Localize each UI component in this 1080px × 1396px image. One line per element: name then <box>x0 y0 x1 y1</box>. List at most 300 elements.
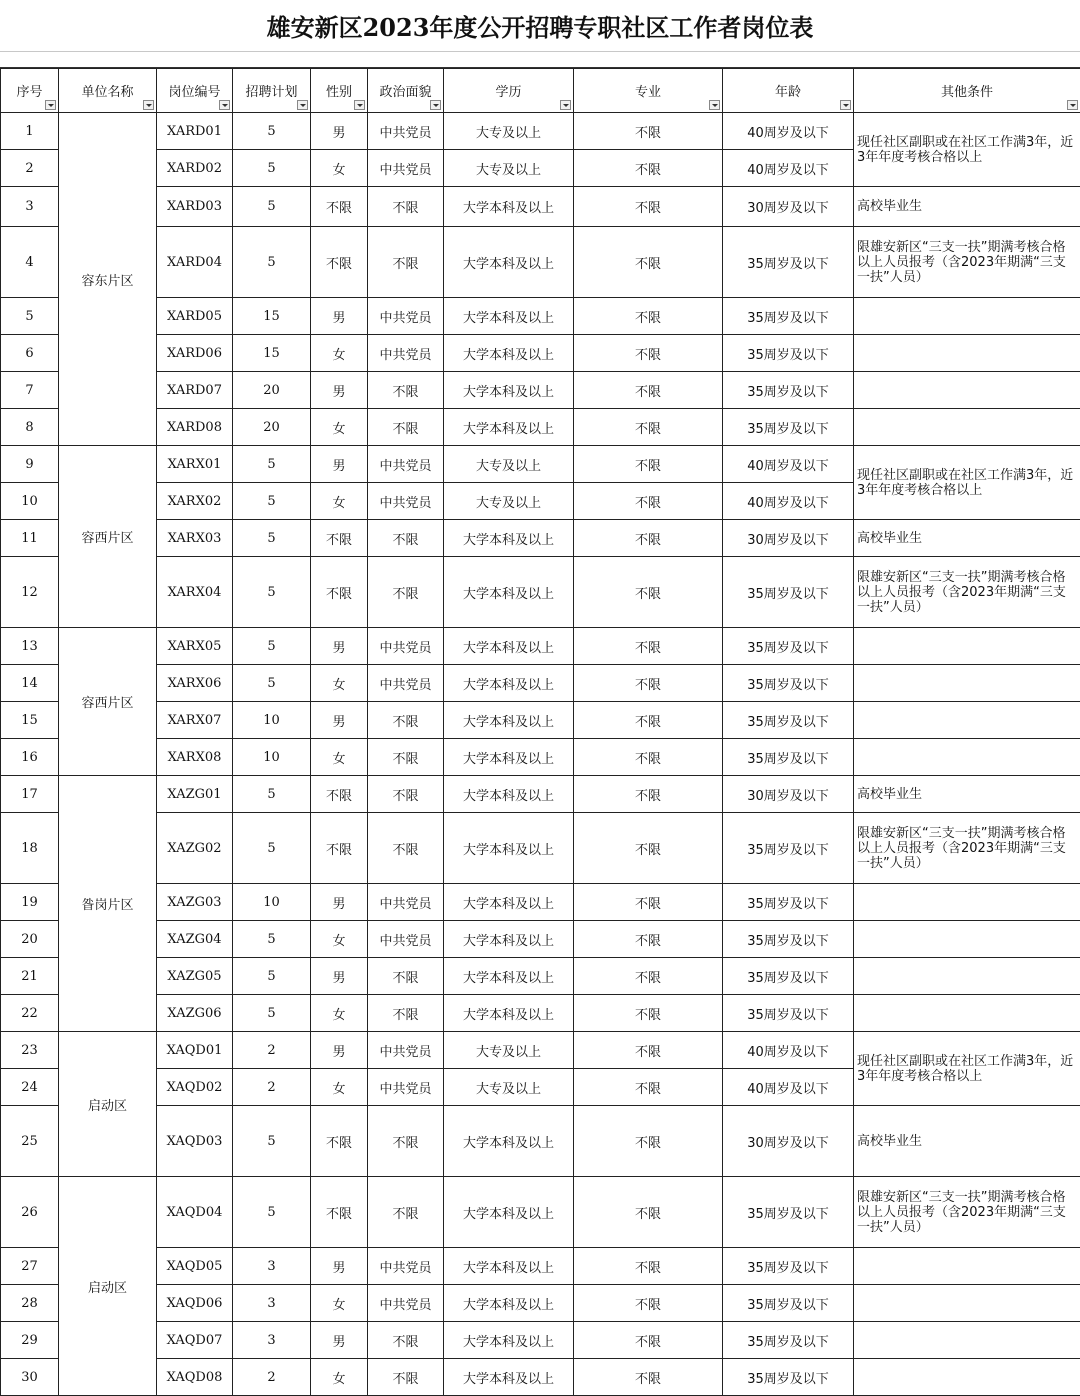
cell-index: 14 <box>1 665 59 702</box>
cell-politics: 不限 <box>368 1322 444 1359</box>
cell-gender: 男 <box>311 1032 368 1069</box>
cell-gender: 男 <box>311 702 368 739</box>
cell-index: 18 <box>1 813 59 884</box>
cell-age: 35周岁及以下 <box>723 409 854 446</box>
cell-position-code: XARX05 <box>157 628 233 665</box>
cell-index: 3 <box>1 187 59 227</box>
cell-other-conditions: 限雄安新区“三支一扶”期满考核合格以上人员报考（含2023年期满“三支一扶”人员） <box>854 227 1080 298</box>
cell-major: 不限 <box>574 958 723 995</box>
cell-gender: 不限 <box>311 227 368 298</box>
cell-gender: 女 <box>311 409 368 446</box>
col-header-code <box>157 69 233 113</box>
col-header-index <box>1 69 59 113</box>
cell-plan: 10 <box>233 702 311 739</box>
cell-index: 20 <box>1 921 59 958</box>
cell-age: 35周岁及以下 <box>723 739 854 776</box>
cell-politics: 中共党员 <box>368 446 444 483</box>
cell-education: 大学本科及以上 <box>444 813 574 884</box>
cell-plan: 5 <box>233 813 311 884</box>
cell-age: 35周岁及以下 <box>723 1285 854 1322</box>
cell-other-conditions: 高校毕业生 <box>854 1106 1080 1177</box>
cell-major: 不限 <box>574 227 723 298</box>
cell-education: 大学本科及以上 <box>444 1177 574 1248</box>
header-label: 招聘计划 <box>245 85 297 100</box>
cell-major: 不限 <box>574 921 723 958</box>
cell-age: 35周岁及以下 <box>723 884 854 921</box>
cell-major: 不限 <box>574 1285 723 1322</box>
cell-politics: 不限 <box>368 1177 444 1248</box>
cell-major: 不限 <box>574 1359 723 1396</box>
cell-other-conditions <box>854 921 1080 958</box>
cell-age: 30周岁及以下 <box>723 1106 854 1177</box>
cell-other-conditions <box>854 298 1080 335</box>
cell-plan: 5 <box>233 150 311 187</box>
col-header-education <box>444 69 574 113</box>
cell-index: 11 <box>1 520 59 557</box>
cell-other-conditions <box>854 1322 1080 1359</box>
cell-major: 不限 <box>574 372 723 409</box>
cell-position-code: XARD02 <box>157 150 233 187</box>
cell-position-code: XAZG02 <box>157 813 233 884</box>
cell-major: 不限 <box>574 813 723 884</box>
cell-other-conditions: 现任社区副职或在社区工作满3年，近3年年度考核合格以上 <box>854 113 1080 187</box>
cell-position-code: XAQD01 <box>157 1032 233 1069</box>
header-label: 单位名称 <box>81 85 133 100</box>
header-label: 学历 <box>495 85 521 100</box>
cell-index: 27 <box>1 1248 59 1285</box>
cell-other-conditions <box>854 702 1080 739</box>
cell-politics: 不限 <box>368 958 444 995</box>
cell-politics: 中共党员 <box>368 150 444 187</box>
cell-politics: 不限 <box>368 520 444 557</box>
cell-position-code: XARD07 <box>157 372 233 409</box>
cell-age: 40周岁及以下 <box>723 446 854 483</box>
cell-plan: 5 <box>233 958 311 995</box>
cell-plan: 5 <box>233 1106 311 1177</box>
cell-gender: 女 <box>311 1285 368 1322</box>
cell-gender: 女 <box>311 1359 368 1396</box>
cell-gender: 不限 <box>311 1177 368 1248</box>
cell-politics: 中共党员 <box>368 665 444 702</box>
table-row <box>1 187 1080 227</box>
header-label: 序号 <box>16 85 42 100</box>
table-row <box>1 958 1080 995</box>
cell-position-code: XARD03 <box>157 187 233 227</box>
cell-education: 大学本科及以上 <box>444 298 574 335</box>
cell-index: 16 <box>1 739 59 776</box>
cell-age: 35周岁及以下 <box>723 958 854 995</box>
cell-other-conditions: 现任社区副职或在社区工作满3年，近3年年度考核合格以上 <box>854 1032 1080 1106</box>
table-row <box>1 520 1080 557</box>
cell-education: 大学本科及以上 <box>444 335 574 372</box>
cell-major: 不限 <box>574 1069 723 1106</box>
cell-education: 大学本科及以上 <box>444 739 574 776</box>
cell-politics: 中共党员 <box>368 483 444 520</box>
cell-position-code: XAZG05 <box>157 958 233 995</box>
cell-major: 不限 <box>574 150 723 187</box>
cell-plan: 15 <box>233 298 311 335</box>
cell-education: 大学本科及以上 <box>444 1359 574 1396</box>
cell-unit: 容东片区 <box>59 113 157 446</box>
cell-plan: 5 <box>233 1177 311 1248</box>
col-header-unit <box>59 69 157 113</box>
filter-dropdown-button[interactable] <box>143 100 154 110</box>
cell-index: 2 <box>1 150 59 187</box>
cell-gender: 女 <box>311 483 368 520</box>
header-label: 年龄 <box>775 85 801 100</box>
cell-politics: 中共党员 <box>368 113 444 150</box>
cell-position-code: XARD08 <box>157 409 233 446</box>
cell-other-conditions <box>854 335 1080 372</box>
col-header-plan <box>233 69 311 113</box>
cell-politics: 不限 <box>368 739 444 776</box>
cell-plan: 5 <box>233 113 311 150</box>
cell-position-code: XAQD05 <box>157 1248 233 1285</box>
cell-politics: 不限 <box>368 776 444 813</box>
cell-position-code: XAZG01 <box>157 776 233 813</box>
cell-gender: 不限 <box>311 776 368 813</box>
cell-position-code: XAQD08 <box>157 1359 233 1396</box>
cell-age: 35周岁及以下 <box>723 227 854 298</box>
cell-index: 6 <box>1 335 59 372</box>
cell-age: 35周岁及以下 <box>723 557 854 628</box>
col-header-politics <box>368 69 444 113</box>
cell-education: 大专及以上 <box>444 1032 574 1069</box>
cell-major: 不限 <box>574 995 723 1032</box>
cell-gender: 不限 <box>311 557 368 628</box>
cell-major: 不限 <box>574 628 723 665</box>
cell-age: 30周岁及以下 <box>723 776 854 813</box>
cell-position-code: XAQD07 <box>157 1322 233 1359</box>
cell-plan: 15 <box>233 335 311 372</box>
cell-index: 8 <box>1 409 59 446</box>
cell-index: 17 <box>1 776 59 813</box>
cell-gender: 男 <box>311 372 368 409</box>
cell-politics: 中共党员 <box>368 628 444 665</box>
cell-politics: 中共党员 <box>368 921 444 958</box>
cell-other-conditions: 限雄安新区“三支一扶”期满考核合格以上人员报考（含2023年期满“三支一扶”人员） <box>854 813 1080 884</box>
cell-education: 大学本科及以上 <box>444 227 574 298</box>
cell-index: 15 <box>1 702 59 739</box>
cell-age: 35周岁及以下 <box>723 1248 854 1285</box>
cell-education: 大学本科及以上 <box>444 702 574 739</box>
cell-position-code: XARD06 <box>157 335 233 372</box>
cell-politics: 中共党员 <box>368 1285 444 1322</box>
cell-education: 大专及以上 <box>444 1069 574 1106</box>
cell-education: 大学本科及以上 <box>444 187 574 227</box>
cell-plan: 5 <box>233 776 311 813</box>
filter-dropdown-button[interactable] <box>840 100 851 110</box>
cell-age: 35周岁及以下 <box>723 298 854 335</box>
cell-position-code: XARX03 <box>157 520 233 557</box>
cell-index: 1 <box>1 113 59 150</box>
cell-education: 大学本科及以上 <box>444 409 574 446</box>
cell-other-conditions: 高校毕业生 <box>854 776 1080 813</box>
cell-position-code: XARX04 <box>157 557 233 628</box>
cell-age: 40周岁及以下 <box>723 1032 854 1069</box>
table-row <box>1 665 1080 702</box>
cell-position-code: XARX01 <box>157 446 233 483</box>
cell-gender: 男 <box>311 298 368 335</box>
table-row <box>1 1285 1080 1322</box>
cell-other-conditions <box>854 628 1080 665</box>
cell-major: 不限 <box>574 483 723 520</box>
cell-major: 不限 <box>574 520 723 557</box>
cell-age: 35周岁及以下 <box>723 1177 854 1248</box>
table-row <box>1 813 1080 884</box>
cell-index: 19 <box>1 884 59 921</box>
cell-plan: 5 <box>233 557 311 628</box>
cell-position-code: XARX08 <box>157 739 233 776</box>
cell-major: 不限 <box>574 665 723 702</box>
cell-gender: 不限 <box>311 187 368 227</box>
cell-index: 22 <box>1 995 59 1032</box>
positions-table <box>0 68 1080 1396</box>
header-label: 专业 <box>635 85 661 100</box>
cell-education: 大学本科及以上 <box>444 1248 574 1285</box>
cell-index: 4 <box>1 227 59 298</box>
table-row <box>1 739 1080 776</box>
table-row <box>1 1177 1080 1248</box>
cell-other-conditions: 现任社区副职或在社区工作满3年，近3年年度考核合格以上 <box>854 446 1080 520</box>
cell-education: 大学本科及以上 <box>444 995 574 1032</box>
cell-politics: 不限 <box>368 995 444 1032</box>
cell-plan: 5 <box>233 665 311 702</box>
cell-other-conditions <box>854 1285 1080 1322</box>
header-label: 政治面貌 <box>379 85 431 100</box>
cell-gender: 男 <box>311 958 368 995</box>
cell-politics: 不限 <box>368 409 444 446</box>
cell-age: 35周岁及以下 <box>723 335 854 372</box>
filter-dropdown-button[interactable] <box>219 100 230 110</box>
cell-major: 不限 <box>574 557 723 628</box>
cell-gender: 女 <box>311 995 368 1032</box>
cell-plan: 2 <box>233 1069 311 1106</box>
cell-position-code: XARX07 <box>157 702 233 739</box>
cell-plan: 3 <box>233 1248 311 1285</box>
cell-politics: 不限 <box>368 372 444 409</box>
filter-dropdown-button[interactable] <box>45 100 56 110</box>
cell-age: 30周岁及以下 <box>723 187 854 227</box>
cell-education: 大学本科及以上 <box>444 1322 574 1359</box>
table-row <box>1 702 1080 739</box>
cell-other-conditions <box>854 1359 1080 1396</box>
cell-gender: 男 <box>311 113 368 150</box>
cell-plan: 3 <box>233 1322 311 1359</box>
filter-dropdown-button[interactable] <box>560 100 571 110</box>
cell-major: 不限 <box>574 1322 723 1359</box>
cell-other-conditions: 限雄安新区“三支一扶”期满考核合格以上人员报考（含2023年期满“三支一扶”人员） <box>854 1177 1080 1248</box>
cell-unit: 启动区 <box>59 1032 157 1177</box>
cell-age: 40周岁及以下 <box>723 150 854 187</box>
cell-politics: 不限 <box>368 1106 444 1177</box>
filter-dropdown-button[interactable] <box>430 100 441 110</box>
cell-gender: 女 <box>311 665 368 702</box>
cell-other-conditions <box>854 372 1080 409</box>
cell-gender: 男 <box>311 628 368 665</box>
header-label: 其他条件 <box>941 85 993 100</box>
cell-position-code: XARD04 <box>157 227 233 298</box>
cell-major: 不限 <box>574 884 723 921</box>
cell-major: 不限 <box>574 776 723 813</box>
cell-index: 5 <box>1 298 59 335</box>
cell-position-code: XARD01 <box>157 113 233 150</box>
cell-plan: 10 <box>233 884 311 921</box>
cell-education: 大学本科及以上 <box>444 884 574 921</box>
cell-education: 大学本科及以上 <box>444 520 574 557</box>
cell-plan: 5 <box>233 187 311 227</box>
cell-age: 35周岁及以下 <box>723 628 854 665</box>
table-row <box>1 1248 1080 1285</box>
table-row <box>1 884 1080 921</box>
table-row <box>1 227 1080 298</box>
table-row <box>1 1106 1080 1177</box>
cell-index: 13 <box>1 628 59 665</box>
cell-plan: 20 <box>233 372 311 409</box>
cell-position-code: XARX06 <box>157 665 233 702</box>
cell-position-code: XAQD03 <box>157 1106 233 1177</box>
cell-other-conditions: 高校毕业生 <box>854 187 1080 227</box>
table-row <box>1 557 1080 628</box>
cell-unit: 容西片区 <box>59 446 157 628</box>
cell-position-code: XAQD02 <box>157 1069 233 1106</box>
filter-dropdown-button[interactable] <box>297 100 308 110</box>
col-header-gender <box>311 69 368 113</box>
cell-major: 不限 <box>574 702 723 739</box>
cell-major: 不限 <box>574 446 723 483</box>
filter-dropdown-button[interactable] <box>709 100 720 110</box>
cell-politics: 中共党员 <box>368 335 444 372</box>
cell-politics: 中共党员 <box>368 298 444 335</box>
cell-major: 不限 <box>574 739 723 776</box>
cell-politics: 中共党员 <box>368 1032 444 1069</box>
cell-plan: 3 <box>233 1285 311 1322</box>
filter-dropdown-button[interactable] <box>1067 100 1078 110</box>
cell-gender: 男 <box>311 1322 368 1359</box>
cell-other-conditions <box>854 739 1080 776</box>
cell-education: 大学本科及以上 <box>444 372 574 409</box>
cell-index: 21 <box>1 958 59 995</box>
cell-education: 大学本科及以上 <box>444 958 574 995</box>
cell-other-conditions <box>854 958 1080 995</box>
cell-position-code: XAZG06 <box>157 995 233 1032</box>
cell-other-conditions <box>854 884 1080 921</box>
table-row <box>1 628 1080 665</box>
cell-gender: 女 <box>311 739 368 776</box>
cell-age: 35周岁及以下 <box>723 1359 854 1396</box>
cell-other-conditions: 高校毕业生 <box>854 520 1080 557</box>
table-row <box>1 1032 1080 1069</box>
cell-position-code: XAZG04 <box>157 921 233 958</box>
cell-education: 大学本科及以上 <box>444 1106 574 1177</box>
cell-gender: 女 <box>311 921 368 958</box>
cell-major: 不限 <box>574 409 723 446</box>
cell-age: 35周岁及以下 <box>723 665 854 702</box>
cell-plan: 2 <box>233 1359 311 1396</box>
cell-major: 不限 <box>574 187 723 227</box>
cell-plan: 5 <box>233 227 311 298</box>
cell-index: 12 <box>1 557 59 628</box>
table-row <box>1 409 1080 446</box>
cell-politics: 不限 <box>368 1359 444 1396</box>
cell-age: 40周岁及以下 <box>723 483 854 520</box>
cell-unit: 昝岗片区 <box>59 776 157 1032</box>
header-label: 岗位编号 <box>168 85 220 100</box>
cell-education: 大专及以上 <box>444 150 574 187</box>
cell-plan: 5 <box>233 446 311 483</box>
cell-index: 9 <box>1 446 59 483</box>
cell-position-code: XARD05 <box>157 298 233 335</box>
cell-politics: 不限 <box>368 557 444 628</box>
col-header-other <box>854 69 1080 113</box>
cell-age: 35周岁及以下 <box>723 813 854 884</box>
cell-gender: 女 <box>311 150 368 187</box>
table-row <box>1 1359 1080 1396</box>
cell-politics: 不限 <box>368 187 444 227</box>
cell-position-code: XARX02 <box>157 483 233 520</box>
cell-index: 29 <box>1 1322 59 1359</box>
cell-education: 大专及以上 <box>444 113 574 150</box>
cell-position-code: XAZG03 <box>157 884 233 921</box>
cell-plan: 5 <box>233 921 311 958</box>
header-label: 性别 <box>326 85 352 100</box>
cell-politics: 不限 <box>368 813 444 884</box>
cell-education: 大学本科及以上 <box>444 628 574 665</box>
cell-major: 不限 <box>574 335 723 372</box>
cell-education: 大专及以上 <box>444 483 574 520</box>
cell-plan: 5 <box>233 628 311 665</box>
cell-politics: 中共党员 <box>368 1069 444 1106</box>
cell-politics: 不限 <box>368 227 444 298</box>
cell-index: 10 <box>1 483 59 520</box>
cell-age: 35周岁及以下 <box>723 921 854 958</box>
cell-age: 35周岁及以下 <box>723 1322 854 1359</box>
cell-gender: 女 <box>311 335 368 372</box>
cell-index: 26 <box>1 1177 59 1248</box>
cell-politics: 中共党员 <box>368 1248 444 1285</box>
cell-index: 24 <box>1 1069 59 1106</box>
cell-position-code: XAQD06 <box>157 1285 233 1322</box>
cell-gender: 不限 <box>311 520 368 557</box>
cell-plan: 2 <box>233 1032 311 1069</box>
cell-age: 30周岁及以下 <box>723 520 854 557</box>
cell-other-conditions: 限雄安新区“三支一扶”期满考核合格以上人员报考（含2023年期满“三支一扶”人员） <box>854 557 1080 628</box>
cell-index: 23 <box>1 1032 59 1069</box>
table-row <box>1 776 1080 813</box>
cell-education: 大学本科及以上 <box>444 557 574 628</box>
cell-major: 不限 <box>574 1248 723 1285</box>
table-row <box>1 995 1080 1032</box>
filter-dropdown-button[interactable] <box>354 100 365 110</box>
cell-major: 不限 <box>574 1177 723 1248</box>
cell-major: 不限 <box>574 1032 723 1069</box>
cell-plan: 20 <box>233 409 311 446</box>
cell-gender: 男 <box>311 884 368 921</box>
cell-age: 35周岁及以下 <box>723 702 854 739</box>
cell-index: 30 <box>1 1359 59 1396</box>
page-title: 雄安新区2023年度公开招聘专职社区工作者岗位表 <box>0 0 1080 52</box>
cell-education: 大专及以上 <box>444 446 574 483</box>
cell-major: 不限 <box>574 1106 723 1177</box>
cell-index: 7 <box>1 372 59 409</box>
cell-unit: 容西片区 <box>59 628 157 776</box>
col-header-age <box>723 69 854 113</box>
cell-plan: 5 <box>233 995 311 1032</box>
cell-education: 大学本科及以上 <box>444 776 574 813</box>
cell-major: 不限 <box>574 298 723 335</box>
cell-index: 25 <box>1 1106 59 1177</box>
table-row <box>1 921 1080 958</box>
